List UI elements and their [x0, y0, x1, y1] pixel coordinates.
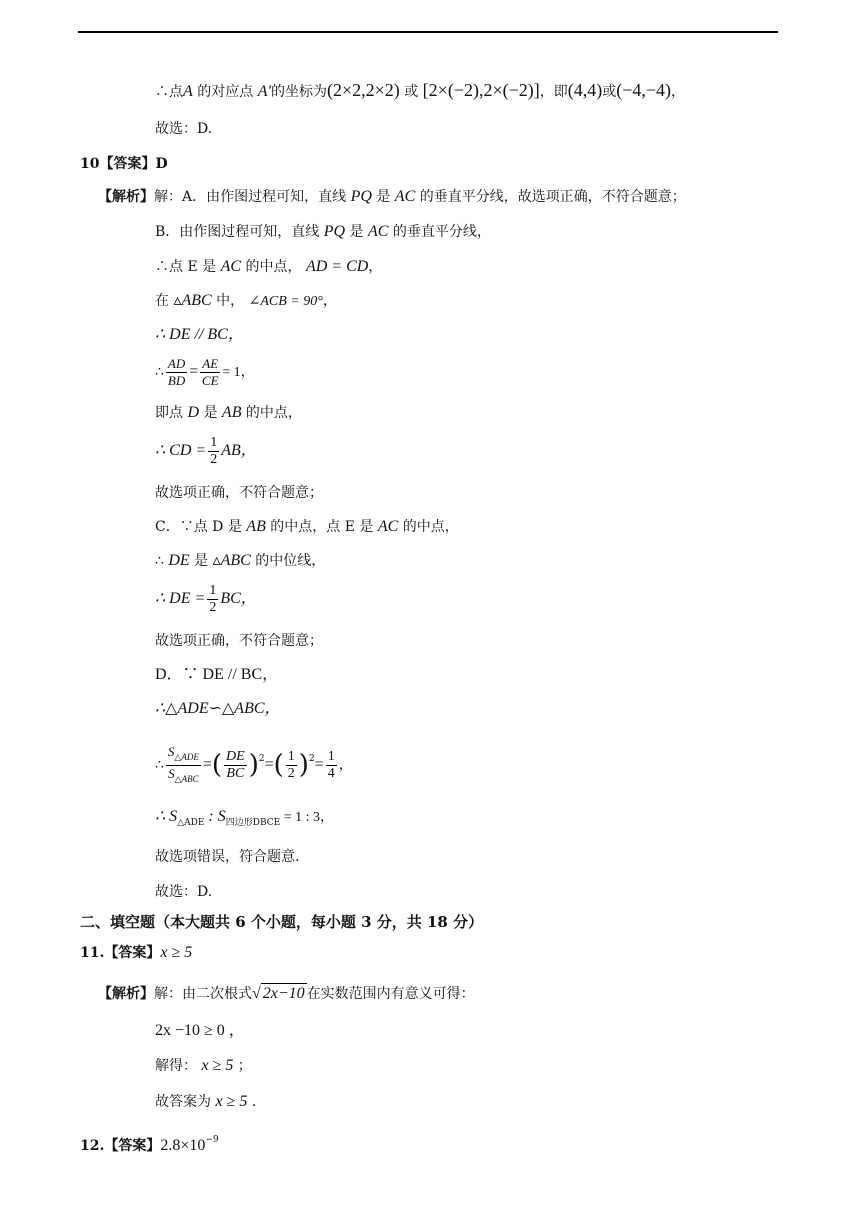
q10-line-3: ∴点 E 是 AC 的中点， AD = CD， — [155, 258, 383, 275]
q12-answer: 12.【答案】$2.8\times 10^{-9}$ — [80, 1135, 219, 1154]
fraction-area-ratio: $\frac{S_{\triangle ADE}}{S_{\triangle ABC}}$ — [167, 743, 199, 784]
q10-line-4: 在 ▵ABC 中， ∠ACB = 90°， — [155, 292, 337, 309]
q9-line-1: ∴点A 的对应点 A′的坐标为(2×2,2×2) 或 [2×(−2),2×(−2)]，即(4,4)或(−4,−4)， — [155, 80, 686, 100]
q11-line-4: 故答案为 x ≥ 5 . — [155, 1093, 257, 1110]
q10-line-2: B．由作图过程可知，直线 PQ 是 AC 的垂直平分线， — [155, 223, 491, 240]
q10-line-11: ∴ DE 是 ▵ABC 的中位线， — [155, 552, 326, 569]
q10-line-16: ∴ $\frac{S_{\triangle ADE}}{S_{\triangle ABC}}$ =( $\frac{DE}{BC}$ )$^2$=( $\frac{1}{2}$ )$^2$= $\frac{1}{4}$ ， — [155, 735, 353, 789]
q10-line-18: 故选项错误，符合题意. — [155, 849, 300, 865]
q10-answer: 10【答案】D — [80, 156, 168, 172]
fraction-one-half: $\frac{1}{2}$ — [210, 434, 218, 467]
q10-line-5: ∴ DE // BC， — [155, 326, 244, 343]
q10-line-19: 故选：D. — [155, 884, 213, 900]
top-rule — [78, 31, 778, 33]
section-2-heading: 二、填空题（本大题共 6 个小题，每小题 3 分，共 18 分） — [80, 913, 484, 931]
fraction-ad-bd: $\frac{AD}{BD}$ — [167, 355, 186, 388]
q10-line-8: ∴ CD = $\frac{1}{2}$ AB， — [155, 434, 257, 467]
fraction-ae-ce: $\frac{AE}{CE}$ — [201, 355, 219, 388]
q10-line-14: D．∵ DE // BC， — [155, 666, 279, 683]
q10-line-17: ∴ $S_{\triangle ADE}$ : $S_{四边形DBCE} = 1$ : 3， — [155, 808, 334, 828]
q10-line-1: 【解析】解：A．由作图过程可知，直线 PQ 是 AC 的垂直平分线，故选项正确，不符合题意； — [98, 188, 686, 205]
q11-answer: 11.【答案】x ≥ 5 — [80, 944, 193, 961]
q10-line-7: 即点 D 是 AB 的中点， — [155, 404, 302, 421]
q10-line-12: ∴ DE = $\frac{1}{2}$ BC， — [155, 582, 257, 615]
fraction-de-bc: $\frac{DE}{BC}$ — [226, 748, 245, 781]
q10-line-10: C．∵点 D 是 AB 的中点，点 E 是 AC 的中点， — [155, 518, 459, 535]
sqrt-expression: √ 2x−10 — [252, 985, 305, 1002]
q10-line-9: 故选项正确，不符合题意； — [155, 485, 323, 501]
q10-line-15: ∴△ADE∽△ABC， — [155, 700, 281, 717]
fraction-one-half-2: $\frac{1}{2}$ — [209, 582, 217, 615]
fraction-one-quarter: $\frac{1}{4}$ — [327, 748, 335, 781]
q11-line-3: 解得： x ≥ 5 ； — [155, 1057, 252, 1074]
fraction-one-half-3: $\frac{1}{2}$ — [287, 748, 295, 781]
q9-line-2: 故选：D. — [155, 121, 213, 137]
q11-line-1: 【解析】解：由二次根式√ 2x−10 在实数范围内有意义可得： — [98, 985, 475, 1002]
q10-line-13: 故选项正确，不符合题意； — [155, 633, 323, 649]
q11-line-2: 2x −10 ≥ 0 ， — [155, 1022, 245, 1039]
q10-line-6: ∴ $\frac{AD}{BD}$ = $\frac{AE}{CE}$ = 1， — [155, 355, 255, 388]
